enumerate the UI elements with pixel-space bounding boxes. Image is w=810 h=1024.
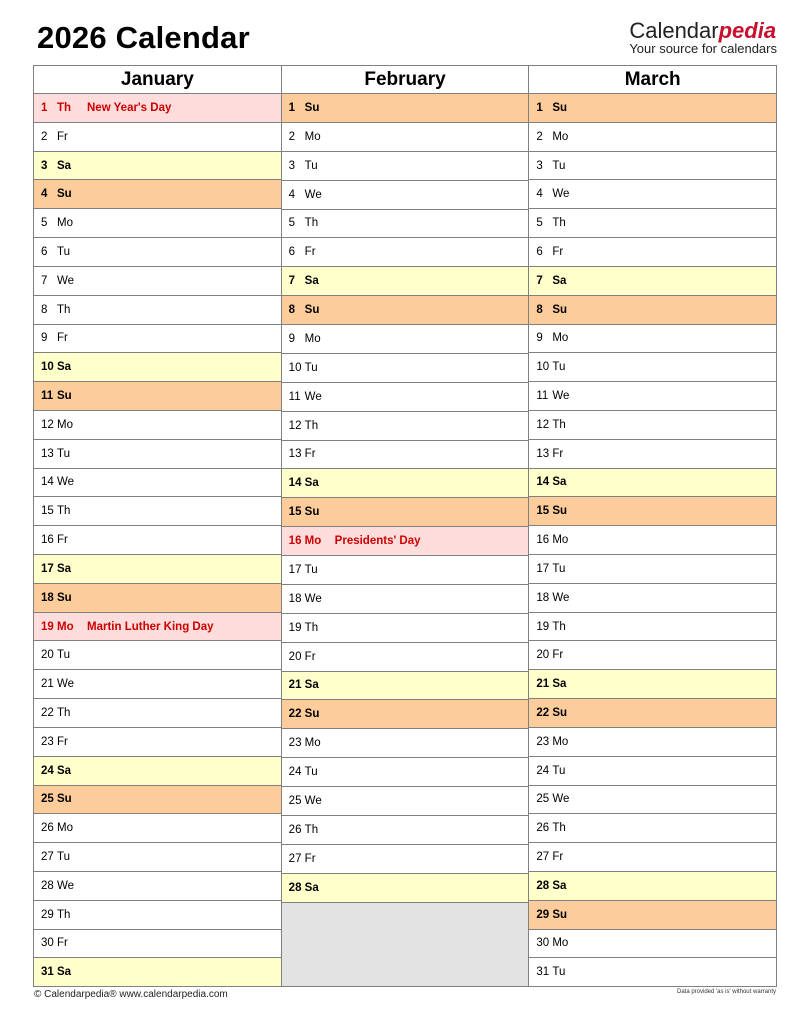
day-number: 24 (536, 764, 550, 777)
day-number: 11 (288, 390, 301, 403)
month-column-february (281, 66, 529, 986)
day-number: 7 (288, 275, 296, 288)
weekday: Su (57, 591, 72, 604)
day-number: 19 (41, 620, 54, 633)
day-number: 15 (41, 505, 54, 518)
day-list (529, 94, 776, 986)
holiday-name: Presidents' Day (334, 535, 421, 548)
day-number: 9 (536, 332, 543, 345)
day-number: 23 (41, 735, 54, 748)
day-number: 1 (41, 101, 48, 114)
weekday: Mo (304, 332, 321, 345)
page-title: 2026 Calendar (37, 20, 250, 55)
weekday: Tu (552, 966, 566, 979)
day-number: 21 (288, 679, 302, 692)
day-number: 24 (41, 764, 54, 777)
weekday: We (552, 793, 570, 806)
brand-name-accent: pedia (718, 18, 777, 43)
day-number: 1 (536, 101, 543, 114)
weekday: Su (552, 505, 568, 518)
day-number: 2 (41, 130, 48, 143)
day-row (34, 497, 281, 526)
day-row (282, 412, 529, 441)
day-row (282, 672, 529, 701)
weekday: Sa (57, 764, 72, 777)
day-number: 2 (288, 130, 296, 143)
day-number: 28 (536, 879, 550, 892)
day-number: 8 (41, 303, 48, 316)
day-number: 31 (41, 966, 54, 979)
weekday: Su (552, 303, 568, 316)
weekday: Tu (304, 159, 318, 172)
day-number: 10 (41, 361, 54, 374)
weekday: Mo (304, 737, 321, 750)
day-number: 6 (41, 245, 48, 258)
day-number: 17 (288, 563, 302, 576)
weekday: Tu (552, 361, 566, 374)
day-number: 26 (536, 822, 550, 835)
day-row (529, 757, 776, 786)
weekday: Su (552, 908, 568, 921)
day-row (282, 354, 529, 383)
weekday: Fr (552, 447, 564, 460)
day-number: 21 (536, 678, 550, 691)
day-row (34, 814, 281, 843)
weekday: Th (552, 418, 566, 431)
weekday: Sa (304, 881, 319, 894)
weekday: We (552, 591, 570, 604)
day-row (282, 787, 529, 816)
day-row (34, 238, 281, 267)
day-number: 15 (288, 506, 302, 519)
day-row (282, 441, 529, 470)
day-row (282, 383, 529, 412)
weekday: Mo (552, 937, 569, 950)
day-row (529, 152, 776, 181)
weekday: Su (552, 706, 568, 719)
weekday: Fr (57, 534, 68, 547)
weekday: Tu (304, 361, 318, 374)
weekday: Tu (552, 159, 566, 172)
day-number: 10 (536, 361, 550, 374)
weekday: Sa (552, 274, 567, 287)
day-row (282, 210, 529, 239)
day-row (529, 325, 776, 354)
day-number: 6 (288, 246, 296, 259)
day-number: 22 (536, 706, 550, 719)
day-number: 25 (536, 793, 550, 806)
weekday: Tu (57, 447, 70, 460)
day-row (34, 699, 281, 728)
weekday: Mo (57, 217, 73, 230)
brand-name-plain: Calendar (629, 18, 719, 43)
weekday: We (57, 678, 75, 691)
day-number: 26 (41, 822, 54, 835)
weekday: Th (57, 303, 71, 316)
day-row (529, 641, 776, 670)
day-row (34, 296, 281, 325)
day-number: 18 (41, 591, 54, 604)
day-row (529, 296, 776, 325)
weekday: Tu (552, 562, 566, 575)
day-number: 3 (536, 159, 543, 172)
day-number: 30 (536, 937, 550, 950)
weekday: Sa (57, 562, 72, 575)
day-row (34, 757, 281, 786)
day-row (529, 728, 776, 757)
day-row (529, 209, 776, 238)
day-row (529, 180, 776, 209)
day-row (282, 758, 529, 787)
weekday: We (304, 390, 322, 403)
weekday: Fr (304, 246, 316, 259)
weekday: We (304, 188, 322, 201)
day-row (34, 584, 281, 613)
weekday: We (304, 592, 322, 605)
day-row (529, 123, 776, 152)
weekday: Sa (552, 678, 567, 691)
day-number: 3 (41, 159, 48, 172)
holiday-name: New Year's Day (87, 101, 172, 114)
day-number: 4 (288, 188, 296, 201)
day-number: 7 (41, 274, 48, 287)
month-header: January (34, 66, 281, 94)
day-row (529, 440, 776, 469)
day-number: 10 (288, 361, 302, 374)
day-number: 5 (41, 217, 48, 230)
day-number: 25 (41, 793, 54, 806)
weekday: We (552, 188, 570, 201)
weekday: Tu (57, 851, 70, 864)
day-row (34, 152, 281, 181)
weekday: Sa (304, 679, 319, 692)
weekday: Fr (57, 937, 68, 950)
weekday: Mo (57, 822, 73, 835)
day-row (34, 786, 281, 815)
day-number: 19 (288, 621, 302, 634)
day-row (34, 843, 281, 872)
day-list (282, 94, 529, 986)
weekday: Fr (57, 332, 68, 345)
day-row (282, 845, 529, 874)
weekday: Sa (57, 966, 72, 979)
weekday: We (552, 390, 570, 403)
weekday: Mo (57, 418, 73, 431)
weekday: Fr (304, 448, 316, 461)
weekday: Sa (552, 879, 567, 892)
day-row (282, 498, 529, 527)
day-row (282, 816, 529, 845)
day-row (34, 209, 281, 238)
day-number: 12 (41, 418, 54, 431)
weekday: Sa (304, 275, 319, 288)
brand-tagline: Your source for calendars (629, 41, 777, 56)
day-row (529, 497, 776, 526)
day-number: 8 (288, 304, 296, 317)
weekday: Th (57, 505, 71, 518)
weekday: Th (552, 620, 566, 633)
weekday: Su (552, 101, 568, 114)
weekday: Tu (304, 563, 318, 576)
day-row (282, 556, 529, 585)
day-row (34, 469, 281, 498)
day-row (529, 411, 776, 440)
day-number: 11 (536, 390, 549, 403)
day-number: 16 (536, 534, 550, 547)
day-number: 29 (536, 908, 550, 921)
weekday: We (57, 476, 75, 489)
weekday: We (57, 274, 75, 287)
day-row (282, 181, 529, 210)
day-number: 25 (288, 794, 302, 807)
day-number: 1 (288, 101, 296, 114)
day-row (34, 180, 281, 209)
day-number: 16 (288, 535, 302, 548)
day-number: 31 (536, 966, 550, 979)
day-number: 27 (536, 851, 550, 864)
weekday: Sa (57, 159, 72, 172)
weekday: Fr (304, 852, 316, 865)
day-row (529, 613, 776, 642)
day-number: 21 (41, 678, 54, 691)
day-number: 8 (536, 303, 543, 316)
weekday: Th (304, 823, 319, 836)
month-column-march (528, 66, 776, 986)
weekday: Mo (552, 735, 569, 748)
day-row (34, 440, 281, 469)
day-row (34, 267, 281, 296)
weekday: Th (57, 908, 71, 921)
day-number: 2 (536, 130, 543, 143)
day-row (282, 123, 529, 152)
holiday-name: Martin Luther King Day (87, 620, 214, 633)
day-row (529, 353, 776, 382)
weekday: Tu (304, 766, 318, 779)
day-row (34, 930, 281, 959)
day-row (34, 411, 281, 440)
weekday: Th (304, 621, 319, 634)
holiday-row (34, 94, 281, 123)
calendar-grid (33, 65, 777, 987)
day-row (282, 238, 529, 267)
day-row (282, 296, 529, 325)
weekday: Mo (552, 130, 569, 143)
day-row (529, 526, 776, 555)
day-list (34, 94, 281, 986)
day-row (529, 584, 776, 613)
day-row (529, 786, 776, 815)
day-row (529, 814, 776, 843)
weekday: Mo (304, 535, 322, 548)
weekday: Sa (552, 476, 567, 489)
day-number: 18 (536, 591, 550, 604)
day-row (529, 699, 776, 728)
weekday: Th (57, 706, 71, 719)
day-number: 14 (41, 476, 54, 489)
weekday: Th (304, 419, 319, 432)
day-row (282, 614, 529, 643)
day-number: 16 (41, 534, 54, 547)
day-row (282, 729, 529, 758)
day-row (34, 641, 281, 670)
weekday: Su (304, 506, 320, 519)
empty-days (282, 903, 529, 987)
weekday: We (304, 794, 322, 807)
day-row (282, 469, 529, 498)
weekday: Fr (552, 649, 564, 662)
day-row (529, 469, 776, 498)
day-row (529, 238, 776, 267)
day-row (529, 901, 776, 930)
day-row (34, 901, 281, 930)
weekday: Sa (304, 477, 319, 490)
day-row (529, 958, 776, 986)
weekday: Su (304, 304, 320, 317)
weekday: Su (304, 708, 320, 721)
day-row (282, 152, 529, 181)
day-number: 17 (41, 562, 54, 575)
day-number: 9 (288, 332, 296, 345)
day-row (34, 526, 281, 555)
weekday: Sa (57, 361, 72, 374)
weekday: Fr (57, 130, 68, 143)
month-header: March (529, 66, 776, 94)
weekday: We (57, 879, 75, 892)
day-row (529, 555, 776, 584)
day-number: 20 (41, 649, 54, 662)
day-number: 12 (288, 419, 302, 432)
day-number: 20 (288, 650, 302, 663)
weekday: Su (57, 188, 72, 201)
weekday: Tu (57, 245, 70, 258)
day-row (529, 382, 776, 411)
day-number: 18 (288, 592, 302, 605)
weekday: Th (552, 822, 566, 835)
day-number: 19 (536, 620, 550, 633)
month-header: February (282, 66, 529, 94)
day-number: 5 (288, 217, 296, 230)
day-row (282, 267, 529, 296)
day-row (34, 728, 281, 757)
day-number: 4 (41, 188, 48, 201)
day-row (34, 958, 281, 986)
weekday: Th (57, 101, 72, 114)
day-row (529, 930, 776, 959)
weekday: Th (552, 217, 566, 230)
day-number: 22 (288, 708, 302, 721)
weekday: Fr (552, 245, 564, 258)
day-number: 3 (288, 159, 296, 172)
day-number: 12 (536, 418, 550, 431)
weekday: Su (57, 793, 72, 806)
day-number: 15 (536, 505, 550, 518)
weekday: Su (304, 101, 320, 114)
day-number: 24 (288, 766, 302, 779)
day-row (282, 325, 529, 354)
day-number: 26 (288, 823, 302, 836)
footer-copyright: © Calendarpedia® www.calendarpedia.com (34, 989, 228, 1000)
day-number: 13 (41, 447, 54, 460)
day-number: 13 (288, 448, 302, 461)
day-number: 13 (536, 447, 550, 460)
day-number: 27 (288, 852, 302, 865)
brand-name (629, 20, 777, 42)
day-row (34, 872, 281, 901)
weekday: Su (57, 390, 72, 403)
day-number: 14 (536, 476, 550, 489)
day-row (34, 353, 281, 382)
day-number: 5 (536, 217, 543, 230)
brand-logo[interactable] (629, 20, 777, 56)
day-row (282, 94, 529, 123)
day-number: 7 (536, 274, 543, 287)
day-row (34, 382, 281, 411)
day-number: 22 (41, 706, 54, 719)
weekday: Tu (57, 649, 70, 662)
weekday: Th (304, 217, 319, 230)
holiday-row (282, 527, 529, 556)
day-number: 27 (41, 851, 54, 864)
day-row (529, 843, 776, 872)
day-row (34, 670, 281, 699)
day-row (529, 670, 776, 699)
weekday: Fr (304, 650, 316, 663)
month-column-january (34, 66, 281, 986)
day-row (282, 585, 529, 614)
day-number: 28 (41, 879, 54, 892)
day-row (34, 123, 281, 152)
weekday: Fr (552, 851, 564, 864)
day-row (529, 94, 776, 123)
weekday: Tu (552, 764, 566, 777)
day-number: 29 (41, 908, 54, 921)
day-number: 9 (41, 332, 48, 345)
holiday-row (34, 613, 281, 642)
day-row (282, 700, 529, 729)
weekday: Mo (304, 130, 321, 143)
day-row (529, 267, 776, 296)
day-number: 20 (536, 649, 550, 662)
day-number: 17 (536, 562, 550, 575)
day-row (529, 872, 776, 901)
day-row (282, 874, 529, 903)
day-number: 23 (288, 737, 302, 750)
day-number: 23 (536, 735, 550, 748)
day-number: 30 (41, 937, 54, 950)
day-number: 11 (41, 390, 54, 403)
weekday: Mo (57, 620, 74, 633)
day-row (34, 325, 281, 354)
day-row (34, 555, 281, 584)
footer-disclaimer: Data provided 'as is' without warranty (676, 989, 776, 995)
weekday: Mo (552, 332, 569, 345)
day-number: 4 (536, 188, 543, 201)
day-number: 28 (288, 881, 302, 894)
day-number: 14 (288, 477, 302, 490)
day-number: 6 (536, 245, 543, 258)
weekday: Fr (57, 735, 68, 748)
day-row (282, 643, 529, 672)
weekday: Mo (552, 534, 569, 547)
